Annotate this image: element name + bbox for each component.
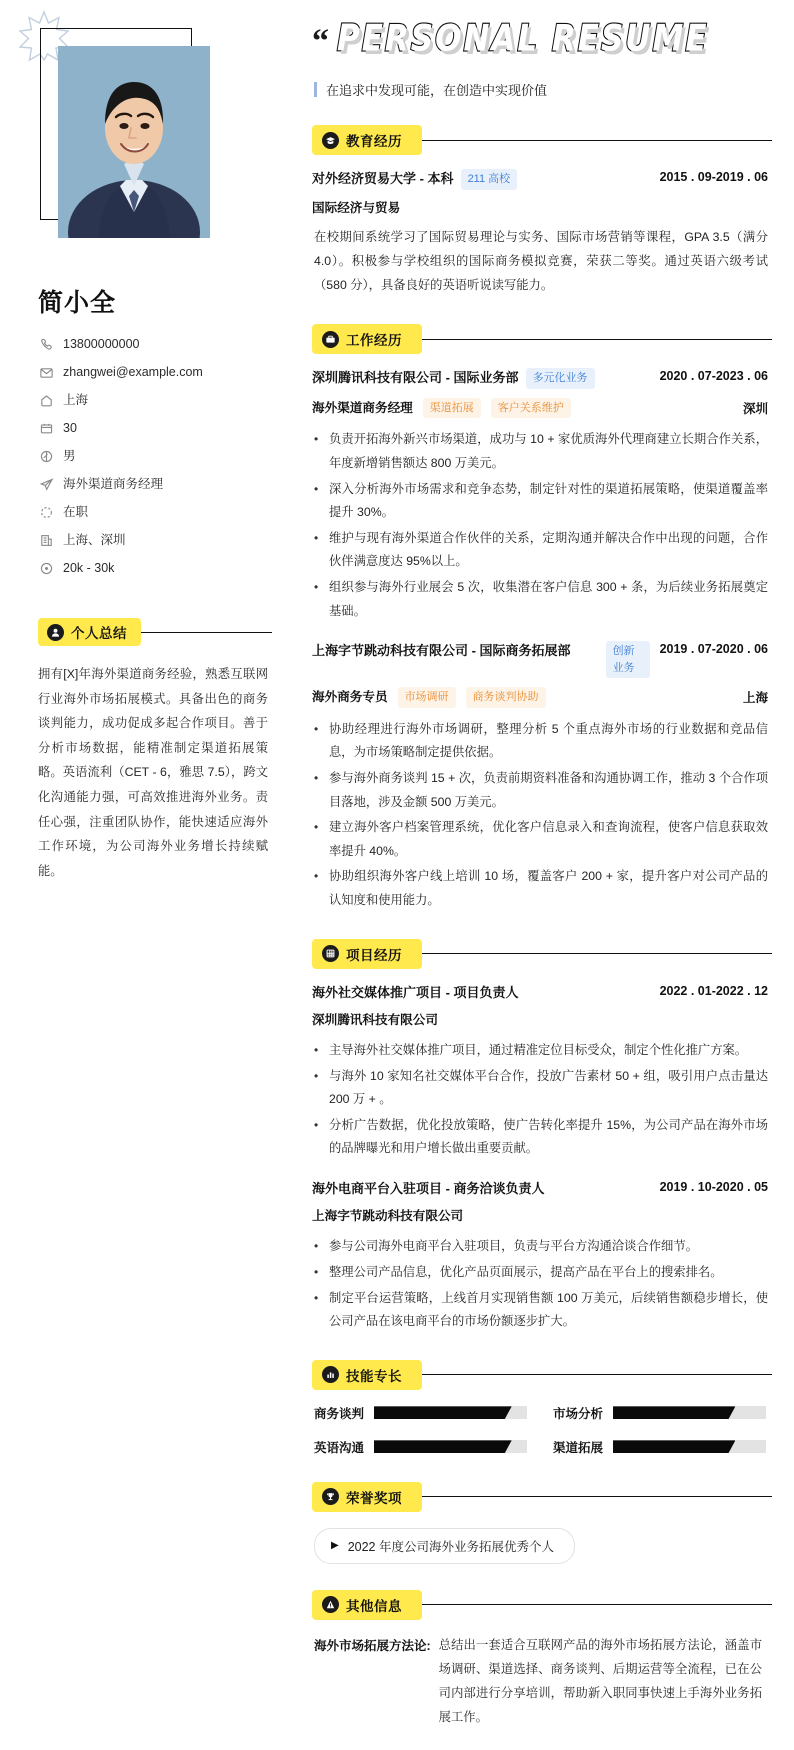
grid-icon xyxy=(322,945,339,962)
honor-item[interactable] xyxy=(314,1528,575,1564)
summary-text: 拥有[X]年海外渠道商务经验，熟悉互联网行业海外市场拓展模式。具备出色的商务谈判能力，成功促成多起合作项目。善于分析市场数据，能精准制定渠道拓展策略。英语流利（CET - 6，雅思 7.5），跨文化沟通能力强，可高效推进海外业务。责任心强，注重团队协作，能快速适应海外工作环境，为公司海外业务增长持续赋能。 xyxy=(38,667,268,878)
skill-item xyxy=(314,1438,527,1456)
contact-value: 在职 xyxy=(63,505,89,519)
bullet-dot: • xyxy=(314,1068,319,1083)
skill-label: 渠道拓展 xyxy=(553,1440,604,1455)
resume-header xyxy=(312,17,772,99)
info-icon xyxy=(322,1596,339,1613)
contact-item-gender xyxy=(39,449,272,464)
bullet-dot: • xyxy=(314,432,319,447)
bullet-dot: • xyxy=(314,1117,319,1132)
summary-heading xyxy=(38,618,272,646)
bullet-item xyxy=(314,1065,768,1112)
work-role: 海外商务专员 xyxy=(312,689,388,704)
education-description: 在校期间系统学习了国际贸易理论与实务、国际市场营销等课程，GPA 3.5（满分 4.0）。积极参与学校组织的国际商务模拟竞赛，荣获二等奖。通过英语六级考试（580 分），具备良好的英语听说读写能力。 xyxy=(314,230,768,293)
briefcase-icon xyxy=(322,331,339,348)
bullet-text: 维护与现有海外渠道合作伙伴的关系，定期沟通并解决合作中出现的问题，合作伙伴满意度达 95%以上。 xyxy=(329,530,768,569)
bullet-dot: • xyxy=(314,530,319,545)
user-icon xyxy=(47,624,64,641)
heading-rule xyxy=(420,953,772,954)
project-entry xyxy=(312,983,772,1161)
contact-item-email xyxy=(39,365,272,380)
work-heading-chip xyxy=(312,324,422,354)
work-role-tag: 渠道拓展 xyxy=(423,398,481,419)
calendar-icon xyxy=(39,421,54,436)
bullet-dot: • xyxy=(314,579,319,594)
page-title: PERSONAL RESUME xyxy=(337,17,709,60)
other-info-text: 总结出一套适合互联网产品的海外市场拓展方法论，涵盖市场调研、渠道选择、商务谈判、后期运营等全流程，已在公司内部进行分享培训，帮助新入职同事快速上手海外业务拓展工作。 xyxy=(438,1637,762,1724)
project-company: 上海字节跳动科技有限公司 xyxy=(312,1209,464,1224)
other-info-label: 海外市场拓展方法论: xyxy=(314,1638,431,1653)
bullet-item xyxy=(314,767,768,814)
phone-icon xyxy=(39,337,54,352)
bullet-text: 负责开拓海外新兴市场渠道，成功与 10 + 家优质海外代理商建立长期合作关系，年度新增销售额达 800 万美元。 xyxy=(329,432,768,470)
work-company-tag: 多元化业务 xyxy=(526,368,595,389)
work-location: 上海 xyxy=(742,691,768,706)
skill-bar-fill xyxy=(613,1406,735,1419)
work-company-tag: 创新业务 xyxy=(606,641,650,678)
bullet-dot: • xyxy=(314,770,319,785)
building-icon xyxy=(39,533,54,548)
project-date: 2022 . 01-2022 . 12 xyxy=(659,983,768,998)
honors-heading-label: 荣誉奖项 xyxy=(346,1490,402,1506)
bullet-text: 协助经理进行海外市场调研，整理分析 5 个重点海外市场的行业数据和竞品信息，为市场策略制定提供依据。 xyxy=(329,721,768,760)
education-major: 国际经济与贸易 xyxy=(312,200,401,215)
education-entry xyxy=(312,169,772,298)
contact-value: 上海、深圳 xyxy=(63,533,126,547)
honors-heading xyxy=(312,1482,772,1512)
skill-bar-fill xyxy=(374,1440,512,1453)
skill-bar-fill xyxy=(374,1406,512,1419)
work-role-tag: 市场调研 xyxy=(398,687,456,708)
bullet-dot: • xyxy=(314,820,319,835)
bullet-text: 协助组织海外客户线上培训 10 场，覆盖客户 200 + 家，提升客户对公司产品的认知度和使用能力。 xyxy=(329,869,768,907)
work-company: 深圳腾讯科技有限公司 - 国际业务部 xyxy=(312,370,519,386)
bullet-text: 参与海外商务谈判 15 + 次，负责前期资料准备和沟通协调工作，推动 3 个合作项目落地，涉及金额 500 万美元。 xyxy=(329,770,768,809)
summary-heading-label: 个人总结 xyxy=(71,626,127,641)
heading-rule xyxy=(420,1374,772,1375)
target-icon xyxy=(39,561,54,576)
skill-bar-fill xyxy=(613,1440,735,1453)
skills-heading xyxy=(312,1360,772,1390)
person-name: 简小全 xyxy=(38,289,117,317)
project-entry xyxy=(312,1179,772,1334)
honors-heading-chip xyxy=(312,1482,422,1512)
bullet-item xyxy=(314,865,768,912)
bar-chart-icon xyxy=(322,1366,339,1383)
heading-rule xyxy=(420,339,772,340)
work-date: 2019 . 07-2020 . 06 xyxy=(659,642,768,657)
main-content xyxy=(290,0,794,1750)
contact-item-position xyxy=(39,477,272,492)
education-heading-chip xyxy=(312,125,422,155)
work-heading xyxy=(312,324,772,354)
skills-heading-label: 技能专长 xyxy=(346,1368,402,1384)
skill-item xyxy=(553,1438,766,1456)
contact-item-status xyxy=(39,505,272,520)
bullet-text: 制定平台运营策略，上线首月实现销售额 100 万美元，后续销售额稳步增长，使公司产品在该电商平台的市场份额逐步扩大。 xyxy=(329,1290,768,1329)
bullet-item xyxy=(314,718,768,765)
honor-label: 2022 年度公司海外业务拓展优秀个人 xyxy=(347,1539,554,1554)
other-info-row xyxy=(314,1634,762,1730)
contact-item-city xyxy=(39,393,272,408)
education-tag: 211 高校 xyxy=(461,169,518,190)
projects-heading xyxy=(312,939,772,969)
bullet-item xyxy=(314,1261,768,1285)
bullet-text: 深入分析海外市场需求和竞争态势，制定针对性的渠道拓展策略，使渠道覆盖率提升 30%。 xyxy=(329,481,768,520)
work-heading-label: 工作经历 xyxy=(346,333,402,349)
skills-heading-chip xyxy=(312,1360,422,1390)
work-entry xyxy=(312,368,772,623)
section-education xyxy=(304,125,772,298)
work-entry xyxy=(312,641,772,912)
tagline-text: 在追求中发现可能，在创造中实现价值 xyxy=(326,83,548,98)
projects-heading-label: 项目经历 xyxy=(346,947,402,963)
work-role-tag: 客户关系维护 xyxy=(491,398,571,419)
contact-item-age xyxy=(39,421,272,436)
project-company: 深圳腾讯科技有限公司 xyxy=(312,1013,438,1028)
other-heading-label: 其他信息 xyxy=(346,1598,402,1614)
bullet-item xyxy=(314,1114,768,1161)
photo-block xyxy=(50,38,220,253)
bullet-dot: • xyxy=(314,869,319,884)
other-heading-chip xyxy=(312,1590,422,1620)
skill-bar-track xyxy=(374,1440,527,1453)
bullet-text: 整理公司产品信息，优化产品页面展示，提高产品在平台上的搜索排名。 xyxy=(329,1264,723,1279)
bullet-dot: • xyxy=(314,1042,319,1057)
contact-value: 30 xyxy=(63,421,77,435)
contact-value: 13800000000 xyxy=(63,337,140,351)
skill-bar-track xyxy=(613,1406,766,1419)
bullet-text: 与海外 10 家知名社交媒体平台合作，投放广告素材 50 + 组，吸引用户点击量达 200 万 + 。 xyxy=(329,1068,768,1107)
summary-section xyxy=(36,618,272,883)
work-bullets xyxy=(314,718,768,913)
heading-rule xyxy=(420,1496,772,1497)
quote-icon: “ xyxy=(312,23,329,60)
education-heading xyxy=(312,125,772,155)
education-school: 对外经济贸易大学 - 本科 xyxy=(312,171,454,186)
contact-list xyxy=(39,337,272,576)
section-projects xyxy=(304,939,772,1334)
bullet-dot: • xyxy=(314,721,319,736)
contact-item-phone xyxy=(39,337,272,352)
contact-item-locations xyxy=(39,533,272,548)
section-work xyxy=(304,324,772,912)
bullet-item xyxy=(314,576,768,623)
section-skills xyxy=(304,1360,772,1456)
bullet-text: 组织参与海外行业展会 5 次，收集潜在客户信息 300 + 条，为后续业务拓展奠定基础。 xyxy=(329,579,768,618)
skill-item xyxy=(314,1404,527,1422)
heading-rule xyxy=(420,1604,772,1605)
contact-value: 20k - 30k xyxy=(63,561,115,575)
contact-item-salary xyxy=(39,561,272,576)
bullet-item xyxy=(314,478,768,525)
triangle-icon: ▶ xyxy=(331,1540,339,1552)
skill-label: 市场分析 xyxy=(553,1406,604,1421)
contact-value: 男 xyxy=(63,449,76,463)
contact-value: 上海 xyxy=(63,393,89,407)
skills-grid xyxy=(314,1404,772,1456)
education-heading-label: 教育经历 xyxy=(346,134,402,149)
work-role-tag: 商务谈判协助 xyxy=(466,687,546,708)
bullet-item xyxy=(314,428,768,475)
bullet-text: 建立海外客户档案管理系统，优化客户信息录入和查询流程，使客户信息获取效率提升 40%。 xyxy=(329,820,768,858)
work-role: 海外渠道商务经理 xyxy=(312,400,413,415)
work-date: 2020 . 07-2023 . 06 xyxy=(659,369,768,384)
bullet-dot: • xyxy=(314,1290,319,1305)
project-title: 海外社交媒体推广项目 - 项目负责人 xyxy=(312,984,519,1000)
bullet-item xyxy=(314,1039,768,1063)
project-date: 2019 . 10-2020 . 05 xyxy=(659,1179,768,1194)
trophy-icon xyxy=(322,1488,339,1505)
skill-label: 英语沟通 xyxy=(314,1440,365,1455)
bullet-dot: • xyxy=(314,1264,319,1279)
tagline-bar xyxy=(314,82,317,97)
skill-bar-track xyxy=(374,1406,527,1419)
bullet-item xyxy=(314,816,768,863)
bullet-dot: • xyxy=(314,481,319,496)
bullet-item xyxy=(314,527,768,574)
heading-rule xyxy=(139,632,272,633)
project-bullets xyxy=(314,1039,768,1161)
skill-bar-track xyxy=(613,1440,766,1453)
avatar xyxy=(58,46,210,238)
contact-value: 海外渠道商务经理 xyxy=(63,477,164,491)
bullet-dot: • xyxy=(314,1239,319,1254)
section-honors xyxy=(304,1482,772,1564)
summary-heading-chip xyxy=(38,618,141,646)
bullet-item xyxy=(314,1235,768,1259)
status-icon xyxy=(39,505,54,520)
work-company: 上海字节跳动科技有限公司 - 国际商务拓展部 xyxy=(312,643,571,659)
education-date: 2015 . 09-2019 . 06 xyxy=(659,170,768,184)
bullet-text: 主导海外社交媒体推广项目，通过精准定位目标受众，制定个性化推广方案。 xyxy=(329,1042,748,1057)
bullet-text: 参与公司海外电商平台入驻项目，负责与平台方沟通洽谈合作细节。 xyxy=(329,1239,698,1254)
section-other xyxy=(304,1590,772,1730)
mail-icon xyxy=(39,365,54,380)
graduation-cap-icon xyxy=(322,132,339,149)
skill-item xyxy=(553,1404,766,1422)
gender-icon xyxy=(39,449,54,464)
tagline xyxy=(314,80,772,99)
home-icon xyxy=(39,393,54,408)
work-location: 深圳 xyxy=(742,401,768,416)
skill-label: 商务谈判 xyxy=(314,1406,365,1421)
other-heading xyxy=(312,1590,772,1620)
projects-heading-chip xyxy=(312,939,422,969)
project-bullets xyxy=(314,1235,768,1333)
sidebar xyxy=(0,0,290,1750)
work-bullets xyxy=(314,428,768,623)
heading-rule xyxy=(420,140,772,141)
bullet-text: 分析广告数据，优化投放策略，使广告转化率提升 15%，为公司产品在海外市场的品牌曝光和用户增长做出重要贡献。 xyxy=(329,1117,768,1156)
bullet-item xyxy=(314,1287,768,1334)
project-title: 海外电商平台入驻项目 - 商务洽谈负责人 xyxy=(312,1180,545,1196)
paper-plane-icon xyxy=(39,477,54,492)
contact-value: zhangwei@example.com xyxy=(63,365,203,379)
